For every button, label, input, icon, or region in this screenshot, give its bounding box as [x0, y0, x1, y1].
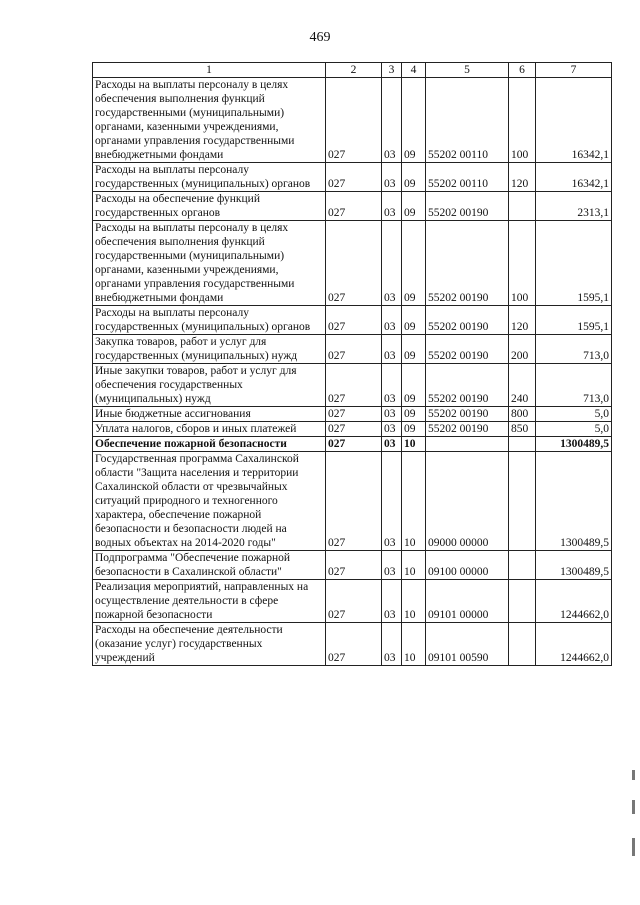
- row-section-cell: 03: [382, 364, 402, 407]
- row-amount-cell: 5,0: [536, 422, 612, 437]
- row-name-cell: Государственная программа Сахалинской области "Защита населения и территории Сахалинской области от чрезвычайных ситуаций природного и техногенного характера, обеспечение пожарной безопасности и безопасности людей на водных объектах на 2014-2020 годы": [93, 452, 326, 551]
- row-section-cell: 03: [382, 192, 402, 221]
- row-name-cell: Уплата налогов, сборов и иных платежей: [93, 422, 326, 437]
- row-code-cell: 027: [326, 78, 382, 163]
- row-type-cell: 800: [509, 407, 536, 422]
- table-row: [93, 407, 612, 422]
- table-row: [93, 78, 612, 163]
- row-article-cell: 55202 00190: [426, 364, 509, 407]
- row-amount-cell: 713,0: [536, 364, 612, 407]
- table-row: [93, 422, 612, 437]
- row-name-cell: Иные бюджетные ассигнования: [93, 407, 326, 422]
- row-type-cell: [509, 623, 536, 666]
- column-header: 2: [326, 63, 382, 78]
- row-amount-cell: 1244662,0: [536, 623, 612, 666]
- row-amount-cell: 1595,1: [536, 221, 612, 306]
- row-code-cell: 027: [326, 364, 382, 407]
- row-name-cell: Реализация мероприятий, направленных на осуществление деятельности в сфере пожарной безопасности: [93, 580, 326, 623]
- row-article-cell: 55202 00190: [426, 335, 509, 364]
- column-header: 5: [426, 63, 509, 78]
- row-amount-cell: 2313,1: [536, 192, 612, 221]
- row-type-cell: [509, 580, 536, 623]
- scan-edge-mark: [632, 838, 635, 856]
- row-amount-cell: 1300489,5: [536, 551, 612, 580]
- row-section-cell: 03: [382, 78, 402, 163]
- table-row: [93, 192, 612, 221]
- table-row: [93, 221, 612, 306]
- row-type-cell: [509, 551, 536, 580]
- table-row: [93, 306, 612, 335]
- row-type-cell: [509, 437, 536, 452]
- table-row: [93, 452, 612, 551]
- table-row: [93, 437, 612, 452]
- row-amount-cell: 5,0: [536, 407, 612, 422]
- row-subsection-cell: 09: [402, 163, 426, 192]
- row-type-cell: 850: [509, 422, 536, 437]
- row-article-cell: 55202 00110: [426, 163, 509, 192]
- table-row: [93, 580, 612, 623]
- row-name-cell: Расходы на обеспечение функций государственных органов: [93, 192, 326, 221]
- scan-edge-mark: [632, 800, 635, 814]
- row-subsection-cell: 09: [402, 192, 426, 221]
- row-subsection-cell: 09: [402, 335, 426, 364]
- row-article-cell: [426, 437, 509, 452]
- row-amount-cell: 16342,1: [536, 163, 612, 192]
- row-section-cell: 03: [382, 623, 402, 666]
- row-subsection-cell: 10: [402, 437, 426, 452]
- row-amount-cell: 1300489,5: [536, 437, 612, 452]
- row-code-cell: 027: [326, 335, 382, 364]
- column-header: 4: [402, 63, 426, 78]
- row-code-cell: 027: [326, 580, 382, 623]
- row-subsection-cell: 09: [402, 407, 426, 422]
- row-article-cell: 55202 00190: [426, 192, 509, 221]
- row-subsection-cell: 09: [402, 306, 426, 335]
- row-section-cell: 03: [382, 452, 402, 551]
- row-subsection-cell: 09: [402, 364, 426, 407]
- row-code-cell: 027: [326, 623, 382, 666]
- scan-edge-mark: [632, 770, 635, 780]
- row-article-cell: 55202 00190: [426, 407, 509, 422]
- row-subsection-cell: 10: [402, 580, 426, 623]
- row-article-cell: 09000 00000: [426, 452, 509, 551]
- table-body: [93, 78, 612, 666]
- row-amount-cell: 1595,1: [536, 306, 612, 335]
- row-name-cell: Расходы на выплаты персоналу в целях обеспечения выполнения функций государственными (муниципальными) органами, казенными учреждениями, органами управления государственными внебюджетными фондами: [93, 221, 326, 306]
- row-name-cell: Закупка товаров, работ и услуг для государственных (муниципальных) нужд: [93, 335, 326, 364]
- row-code-cell: 027: [326, 221, 382, 306]
- row-subsection-cell: 10: [402, 452, 426, 551]
- page-number: 469: [309, 30, 331, 45]
- row-code-cell: 027: [326, 422, 382, 437]
- row-article-cell: 55202 00110: [426, 78, 509, 163]
- table-header-row: [93, 63, 612, 78]
- row-name-cell: Расходы на выплаты персоналу государственных (муниципальных) органов: [93, 163, 326, 192]
- row-name-cell: Расходы на выплаты персоналу в целях обеспечения выполнения функций государственными (муниципальными) органами, казенными учреждениями, органами управления государственными внебюджетными фондами: [93, 78, 326, 163]
- table-row: [93, 623, 612, 666]
- row-section-cell: 03: [382, 163, 402, 192]
- row-name-cell: Обеспечение пожарной безопасности: [93, 437, 326, 452]
- row-type-cell: 240: [509, 364, 536, 407]
- row-section-cell: 03: [382, 551, 402, 580]
- row-type-cell: [509, 192, 536, 221]
- row-subsection-cell: 09: [402, 221, 426, 306]
- row-amount-cell: 713,0: [536, 335, 612, 364]
- row-article-cell: 55202 00190: [426, 422, 509, 437]
- table-row: [93, 364, 612, 407]
- row-code-cell: 027: [326, 407, 382, 422]
- row-name-cell: Иные закупки товаров, работ и услуг для обеспечения государственных (муниципальных) нужд: [93, 364, 326, 407]
- row-article-cell: 09101 00000: [426, 580, 509, 623]
- row-section-cell: 03: [382, 221, 402, 306]
- row-section-cell: 03: [382, 306, 402, 335]
- row-article-cell: 55202 00190: [426, 221, 509, 306]
- row-code-cell: 027: [326, 306, 382, 335]
- row-type-cell: 100: [509, 221, 536, 306]
- row-name-cell: Расходы на выплаты персоналу государственных (муниципальных) органов: [93, 306, 326, 335]
- row-section-cell: 03: [382, 437, 402, 452]
- row-subsection-cell: 10: [402, 551, 426, 580]
- row-type-cell: 120: [509, 306, 536, 335]
- row-type-cell: 100: [509, 78, 536, 163]
- row-article-cell: 55202 00190: [426, 306, 509, 335]
- row-code-cell: 027: [326, 192, 382, 221]
- row-subsection-cell: 10: [402, 623, 426, 666]
- table-row: [93, 551, 612, 580]
- row-subsection-cell: 09: [402, 422, 426, 437]
- row-section-cell: 03: [382, 580, 402, 623]
- column-header: 3: [382, 63, 402, 78]
- table-row: [93, 335, 612, 364]
- row-type-cell: [509, 452, 536, 551]
- row-amount-cell: 16342,1: [536, 78, 612, 163]
- column-header: 1: [93, 63, 326, 78]
- row-type-cell: 200: [509, 335, 536, 364]
- row-article-cell: 09101 00590: [426, 623, 509, 666]
- row-code-cell: 027: [326, 163, 382, 192]
- row-section-cell: 03: [382, 407, 402, 422]
- row-section-cell: 03: [382, 335, 402, 364]
- row-amount-cell: 1300489,5: [536, 452, 612, 551]
- budget-table: [92, 62, 612, 666]
- column-header: 7: [536, 63, 612, 78]
- row-code-cell: 027: [326, 452, 382, 551]
- row-subsection-cell: 09: [402, 78, 426, 163]
- table-row: [93, 163, 612, 192]
- row-name-cell: Расходы на обеспечение деятельности (оказание услуг) государственных учреждений: [93, 623, 326, 666]
- row-code-cell: 027: [326, 551, 382, 580]
- row-name-cell: Подпрограмма "Обеспечение пожарной безопасности в Сахалинской области": [93, 551, 326, 580]
- row-article-cell: 09100 00000: [426, 551, 509, 580]
- row-type-cell: 120: [509, 163, 536, 192]
- row-section-cell: 03: [382, 422, 402, 437]
- row-code-cell: 027: [326, 437, 382, 452]
- row-amount-cell: 1244662,0: [536, 580, 612, 623]
- column-header: 6: [509, 63, 536, 78]
